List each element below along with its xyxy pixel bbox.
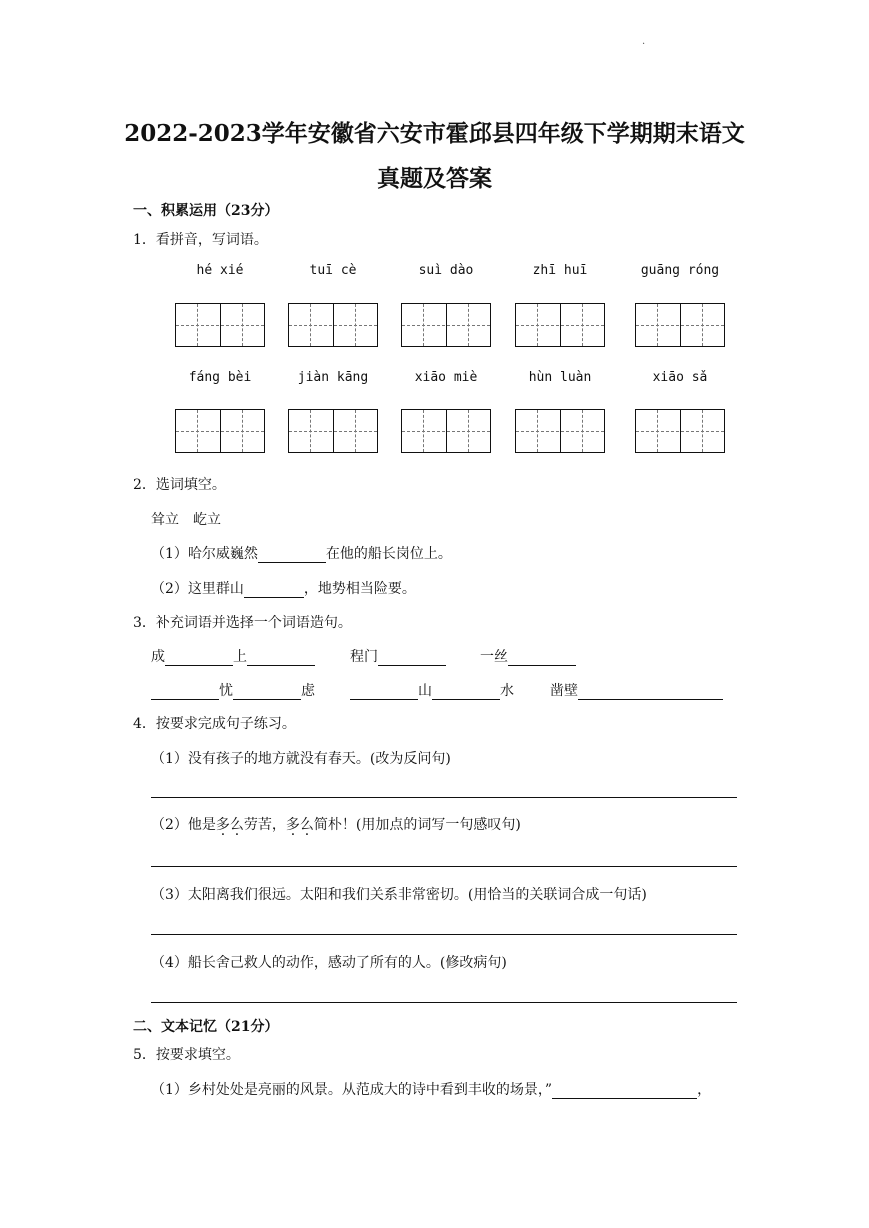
writing-box-2[interactable]: [288, 303, 378, 347]
writing-box-4[interactable]: [515, 303, 605, 347]
answer-line-4[interactable]: [151, 1002, 737, 1003]
pinyin-2: tuī cè: [309, 263, 357, 278]
pinyin-10: xiāo sǎ: [652, 370, 708, 385]
idiom-row-1: 成 上: [151, 646, 315, 666]
fill-blank[interactable]: [432, 685, 500, 700]
fill-blank[interactable]: [165, 651, 233, 666]
writing-box-6[interactable]: [175, 409, 265, 453]
pinyin-3: suì dào: [418, 263, 474, 278]
fill-poem-1: （1）乡村处处是亮丽的风景。从范成大的诗中看到丰收的场景，” ，: [151, 1082, 712, 1098]
writing-box-8[interactable]: [401, 409, 491, 453]
pinyin-5: guāng róng: [640, 263, 720, 278]
emphasis-dot-char: 多: [215, 817, 230, 833]
page-dot: .: [642, 36, 646, 47]
question-2-label: 2．选词填空。: [133, 477, 226, 493]
fill-blank[interactable]: [151, 685, 219, 700]
question-4-label: 4．按要求完成句子练习。: [133, 716, 296, 732]
pinyin-4: zhī huī: [532, 263, 588, 278]
fill-blank[interactable]: [258, 548, 326, 563]
fill-blank[interactable]: [233, 685, 301, 700]
question-1-label: 1．看拼音，写词语。: [133, 232, 268, 248]
idiom-chengmen: 程门: [350, 646, 446, 666]
pinyin-6: fáng bèi: [188, 370, 252, 385]
idiom-row-2a: 忧 虑: [151, 680, 315, 700]
writing-box-10[interactable]: [635, 409, 725, 453]
pinyin-7: jiàn kāng: [297, 370, 369, 385]
answer-line-1[interactable]: [151, 797, 737, 798]
fill-sentence-2: （2）这里群山 ，地势相当险要。: [151, 581, 416, 597]
writing-box-7[interactable]: [288, 409, 378, 453]
document-title-line1: 2022-2023学年安徽省六安市霍邱县四年级下学期期末语文: [124, 120, 745, 147]
emphasis-dot-char: 么: [229, 817, 244, 833]
fill-blank[interactable]: [350, 685, 418, 700]
fill-blank[interactable]: [247, 651, 315, 666]
emphasis-dot-char: 么: [299, 817, 314, 833]
idiom-zaobi: 凿壁: [550, 680, 723, 700]
sentence-task-1: （1）没有孩子的地方就没有春天。(改为反问句): [151, 751, 451, 767]
fill-blank[interactable]: [552, 1084, 697, 1099]
question-5-label: 5．按要求填空。: [133, 1047, 240, 1063]
pinyin-8: xiāo miè: [414, 370, 478, 385]
idiom-row-2b: 山 水: [350, 680, 514, 700]
answer-line-3[interactable]: [151, 934, 737, 935]
emphasis-dot-char: 多: [285, 817, 300, 833]
fill-blank[interactable]: [378, 651, 446, 666]
idiom-yisi: 一丝: [480, 646, 576, 666]
fill-blank[interactable]: [578, 685, 723, 700]
question-3-label: 3．补充词语并选择一个词语造句。: [133, 615, 352, 631]
sentence-task-4: （4）船长舍己救人的动作，感动了所有的人。(修改病句): [151, 955, 507, 971]
fill-blank[interactable]: [508, 651, 576, 666]
sentence-task-2: （2）他是多么劳苦，多么简朴！(用加点的词写一句感叹句): [151, 817, 521, 833]
fill-blank[interactable]: [244, 583, 304, 598]
answer-line-2[interactable]: [151, 866, 737, 867]
writing-box-1[interactable]: [175, 303, 265, 347]
pinyin-9: hùn luàn: [528, 370, 592, 385]
document-title-line2: 真题及答案: [377, 165, 492, 192]
writing-box-5[interactable]: [635, 303, 725, 347]
writing-box-9[interactable]: [515, 409, 605, 453]
fill-sentence-1: （1）哈尔威巍然 在他的船长岗位上。: [151, 546, 452, 562]
pinyin-1: hé xié: [196, 263, 244, 278]
writing-box-3[interactable]: [401, 303, 491, 347]
sentence-task-3: （3）太阳离我们很远。太阳和我们关系非常密切。(用恰当的关联词合成一句话): [151, 887, 647, 903]
section-heading-2: 二、文本记忆（21分）: [133, 1019, 279, 1035]
section-heading-1: 一、积累运用（23分）: [133, 203, 279, 219]
word-choices: 耸立 屹立: [151, 512, 221, 528]
